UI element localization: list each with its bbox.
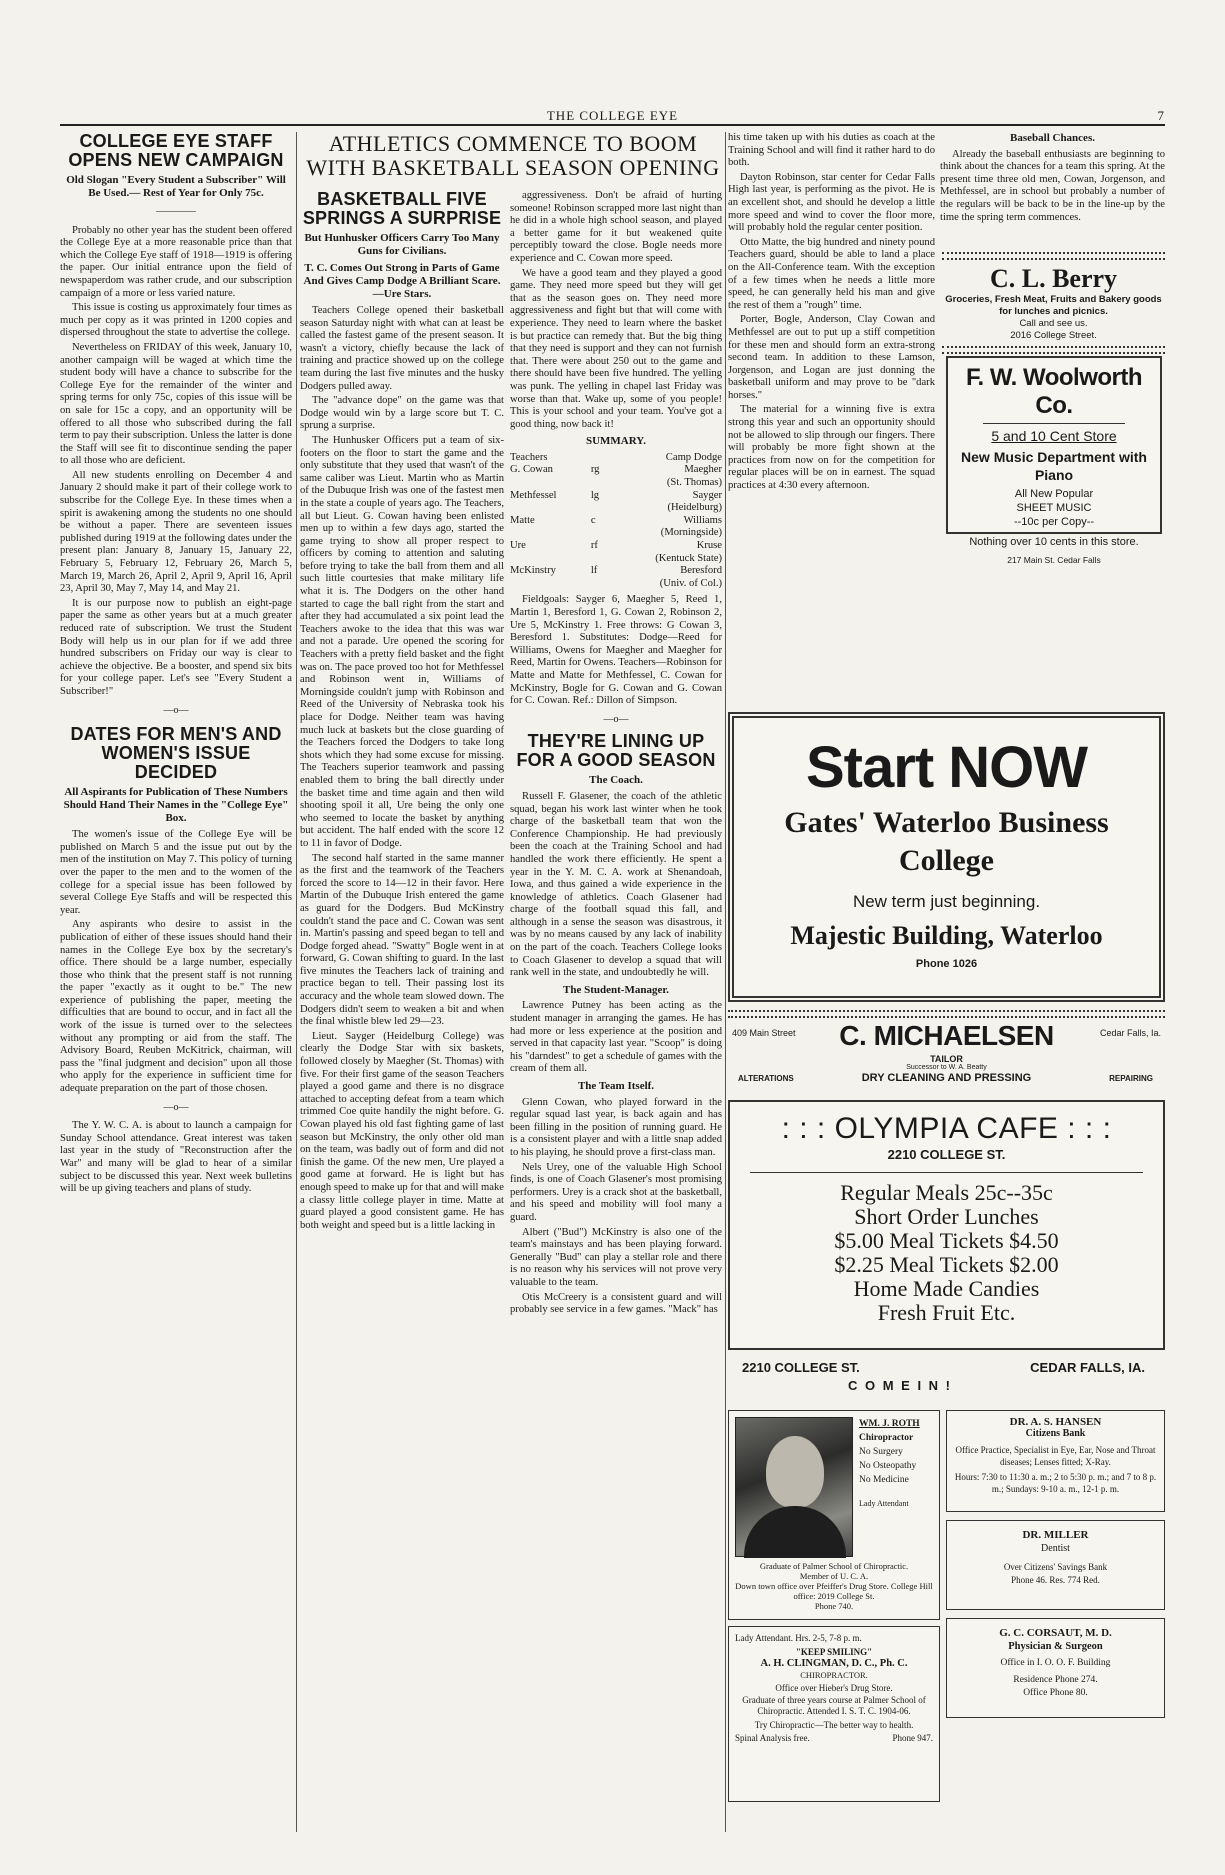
cell [510, 477, 591, 490]
cell: (Univ. of Col.) [659, 577, 722, 589]
cell [510, 553, 591, 566]
ad-miller-name: DR. MILLER [1022, 1529, 1089, 1541]
ad-woolworth-line: 5 and 10 Cent Store [991, 428, 1117, 444]
ad-olympia-line: Short Order Lunches [854, 1204, 1039, 1229]
ad-miller-line: Phone 46. Res. 774 Red. [1011, 1575, 1100, 1585]
ad-olympia-address: 2210 COLLEGE ST. [887, 1147, 1006, 1162]
paragraph: Fieldgoals: Sayger 6, Maegher 5, Reed 1, Martin 1, Beresford 1, G. Cowan 2, Robinson 2, Ure 5, McKinstry 1. Free throws: G Cowan 3, Beresford 1. Substitutes: Dodge—Reed for Williams, Owens for Maegher and Maegher for Reed, Martin for Owens. Teachers—Robinson for Matte and Matte for Methfessel, C. Cowan for McKinstry, Bogle for G. Cowan and G. Cowan for C. Cowan. Ref.: Dillon of Simpson. [510, 594, 722, 707]
table-row [510, 477, 722, 490]
ad-woolworth-line: All New Popular [1014, 488, 1094, 500]
ad-olympia-line: $5.00 Meal Tickets $4.50 [834, 1228, 1059, 1253]
ad-corsaut-name: G. C. CORSAUT, M. D. [999, 1627, 1112, 1639]
ad-woolworth-name: F. W. Woolworth Co. [965, 364, 1143, 419]
banner-headline [300, 132, 726, 180]
ad-miller-line: Over Citizens' Savings Bank [1003, 1562, 1108, 1572]
ad-michaelsen-repairing: REPAIRING [1109, 1074, 1153, 1083]
ad-michaelsen-city: Cedar Falls, Ia. [1099, 1028, 1161, 1038]
cell: (St. Thomas) [666, 477, 722, 489]
ad-roth-line: Down town office over Pfeiffer's Drug Store. College Hill office: 2019 College St. [735, 1581, 933, 1601]
cell [591, 452, 606, 465]
ad-clingman-title: CHIROPRACTOR. [800, 1669, 868, 1680]
ad-border [942, 252, 1165, 260]
cell: Williams [683, 514, 722, 526]
cell: Beresford [680, 565, 722, 577]
ad-roth-line: Member of U. C. A. [799, 1571, 869, 1581]
cell: Kruse [696, 540, 722, 552]
table-row [510, 565, 722, 578]
cell: Matte [510, 514, 535, 526]
paragraph: Dayton Robinson, star center for Cedar Falls High last year, is performing as the pivot. He is an excellent shot, and should he develop a little more speed and wind to cover the floor more, will probably hold the regular center position. [728, 171, 935, 234]
ad-michaelsen-address: 409 Main Street [732, 1028, 796, 1038]
ad-clingman-top: Lady Attendant. Hrs. 2-5, 7-8 p. m. [735, 1633, 862, 1643]
ad-michaelsen-services: DRY CLEANING AND PRESSING [861, 1072, 1032, 1084]
ad-olympia-line: Home Made Candies [853, 1276, 1040, 1301]
paragraph: Probably no other year has the student been offered the College Eye at a more reasonable price than that which the College Eye staff of 1918—1919 is offering the paper. Our initial entrance upon the field of newspaperdom was rather crude, and our subscription campaign of a more or less varied nature. [60, 224, 292, 299]
cell: rf [590, 540, 598, 552]
ad-clingman-line: Try Chiropractic—The better way to health. [754, 1719, 914, 1730]
table-row [510, 527, 722, 540]
ad-olympia-line: Regular Meals 25c--35c [840, 1180, 1053, 1205]
paragraph: The Hunhusker Officers put a team of six-footers on the floor to start the game and the only substitute that they used that wasn't of the same caliber was Lieut. Martin who as Martin of the Dubuque Irish was one of the fastest men in the state a couple of years ago. The Teachers, all but Lieut. G. Cowan having been enlisted men up to within a few days ago, started the game trying to show all proper respect to officers by coming to attention and saluting before trying to take the ball from them and all such little courtesies that make military life what it is. The Dodgers on the other hand started to cage the ball right from the start and after they had accumulated a six point lead the Teachers awoke to the idea that this was war and not a parade. Ure opened the scoring for Teachers with a pretty field basket and the fight was on. The pace proved too hot for Methfessel and Robinson went in, Williams of Morningside couldn't jump with Robinson and Reed of the University of Nebraska took his place for Dodge. Neither team was having much luck at baskets but the close guarding of the Teachers forced the Dodgers to take long shots which they had some excuse for missing. The Teachers superior teamwork and passing enabled them to bring the ball directly under the basket time and time again and then wild shooting spoil it all, Ure being the only one who seemed to locate the basket by anything but accident. The half ended with the score 12 to 11 in favor of Dodge. [300, 434, 504, 849]
paragraph: Teachers College opened their basketball season Saturday night with what can at least be called the fastest game of the present season. It wasn't a victory, chiefly because the lack of training and practice showed up on the college team during the last five minutes and the husky Dodgers pulled away. [300, 305, 504, 392]
ad-roth [728, 1410, 940, 1620]
ad-michaelsen-alterations: ALTERATIONS [738, 1074, 794, 1083]
ad-woolworth-line: Nothing over 10 cents in this store. [969, 536, 1139, 548]
ad-roth-title: Chiropractor [859, 1433, 914, 1443]
cell [591, 477, 606, 490]
ad-gates-line: New term just beginning. [852, 892, 1041, 911]
cell: Sayger [692, 489, 722, 501]
cell [510, 527, 591, 540]
headline-lining-up-2: FOR A GOOD SEASON [516, 750, 716, 771]
paragraph: The women's issue of the College Eye will be published on March 5 and the issue put out by the men of the institution on May 7. This policy of turning over the paper to the men and to the women of the college for a special issue has been followed by several College Eye Staffs and will be respected this year. [60, 829, 292, 916]
column-3 [510, 190, 722, 1830]
paragraph: his time taken up with his duties as coach at the Training School and will find it rather hard to do both. [728, 132, 935, 169]
paragraph: Lawrence Putney has been acting as the student manager in arranging the games. He has had more or less experience at the position and served in that capacity last year. "Scoop" is doing his "darndest" to get a schedule of games with the cream of them all. [510, 1000, 722, 1075]
ad-gates-line: Majestic Building, Waterloo [790, 921, 1103, 950]
ad-miller [946, 1520, 1165, 1610]
subhead-basketball-2: T. C. Comes Out Strong in Parts of Game And Gives Camp Dodge A Brilliant Scare.—Ure Stars. [303, 262, 501, 300]
ad-gates-name: Gates' Waterloo Business College [784, 806, 1109, 877]
ad-michaelsen [728, 1010, 1165, 1084]
ad-olympia [728, 1100, 1165, 1350]
cell: G. Cowan [510, 464, 553, 476]
table-row [510, 490, 722, 503]
portrait-photo [735, 1417, 853, 1557]
cell [510, 578, 591, 591]
ad-berry-name: C. L. Berry [989, 264, 1118, 293]
ad-michaelsen-name: C. MICHAELSEN [839, 1020, 1054, 1051]
paragraph: Otto Matte, the big hundred and ninety pound Teachers guard, should be able to land a place on the All-Conference team. With the exception of a few times when he needs a little more speed, he can generally held his man and give the rest of them a "rough" time. [728, 236, 935, 311]
headline-staff: COLLEGE EYE STAFF [79, 132, 273, 151]
cell [591, 553, 606, 566]
ad-corsaut-line: Office Phone 80. [1023, 1688, 1088, 1698]
ad-clingman-footer-right: Phone 947. [892, 1733, 933, 1743]
paragraph: The "advance dope" on the game was that Dodge would win by a large score but T. C. sprung a surprise. [300, 395, 504, 432]
cell: Maegher [684, 464, 722, 476]
headline-basketball: BASKETBALL FIVE [317, 190, 487, 209]
paragraph: Any aspirants who desire to assist in the publication of either of these issues should hand their names in the College Eye box by the secretary's office. There should be a large number, especially those who think that the present staff is not running the paper "exactly as it ought to be." The new experience of publishing the paper, meeting the difficulties that are bound to occur, and in fact all the work of the issue is turned over to the selectees without any prompting or aid from the staff. The Advisory Board, Reuben McKitrick, chairman, will pass the "final judgment and decision" upon all those who apply for the experience in sufficient time for adequate preparation on the part of those chosen. [60, 919, 292, 1095]
paragraph: Nevertheless on FRIDAY of this week, January 10, another campaign will be waged at which time the student body will have a chance to subscribe for the College Eye for the remainder of the winter and spring terms for only 75c, copies of this issue will be on sale for 15c a copy, and an opportunity will be offered to all those who subscribed during the fall term to pay their subscription. Unless the latter is done the Staff will see fit to discontinue sending the paper to all those who are deficient. [60, 341, 292, 467]
cell: McKinstry [510, 565, 556, 577]
headline-lining-up: THEY'RE LINING UP [527, 731, 705, 752]
divider: —o— [163, 1101, 189, 1113]
ad-clingman-slogan: "KEEP SMILING" [795, 1646, 873, 1657]
table-row [510, 553, 722, 566]
cell [591, 527, 606, 540]
ad-olympia-name: : : : OLYMPIA CAFE : : : [781, 1112, 1112, 1145]
banner-line-1: ATHLETICS COMMENCE TO BOOM [328, 131, 698, 156]
paragraph: Already the baseball enthusiasts are beginning to think about the chances for a team this spring. At the present time three old men, Cowan, Jorgenson, and Methfessel, are in school but probably a number of the regulars will be back to be in the line-up by the time the spring term commences. [940, 148, 1165, 223]
paragraph: Russell F. Glasener, the coach of the athletic squad, began his work last winter when he took charge of the basketball team that won the Conference Championship. He had previously been the coach at the Training School and had handled the work there efficiently. He spent a year in the Y. M. C. A. work at Shenandoah, Iowa, and thus gained a wide experience in the knowledge of athletics. Coach Glasener had charge of the football squad this fall, and although in a sense the season was disastrous, it was by no means caused by any lack of inability on the part of the coach. Teachers College looks to Coach Glasener to develop a squad that will rank well in the state, and undoubtedly he will. [510, 790, 722, 979]
ad-gates-phone: Phone 1026 [915, 958, 978, 970]
paragraph: We have a good team and they played a good game. They need more speed but they will get that as the season goes on. They need more aggressiveness and fight but that will come with experience. They need to learn where the basket is but practice can remedy that. But the big thing that they need is support and they can not furnish that. There were about 250 out to the game and there should have been five hundred. The yelling was punk. The yelling in chapel last Friday was worse than that. Wake up, some of you people! This is your school and your team. You've got a good thing, now back it! [510, 267, 722, 430]
ad-berry [942, 252, 1165, 354]
section-head-baseball: Baseball Chances. [1010, 132, 1095, 144]
table-row [510, 578, 722, 591]
newspaper-title: THE COLLEGE EYE [546, 108, 679, 123]
ad-clingman [728, 1626, 940, 1802]
ad-berry-line: Groceries, Fresh Meat, Fruits and Bakery goods for lunches and picnics. [945, 294, 1162, 317]
ad-hansen-line: Office Practice, Specialist in Eye, Ear, Nose and Throat diseases; Lenses fitted; X-Ray. [955, 1445, 1156, 1467]
ad-hansen-name: DR. A. S. HANSEN [1009, 1416, 1102, 1428]
ad-roth-phone: Phone 740. [814, 1601, 854, 1611]
ad-clingman-line: Graduate of three years course at Palmer School of Chiropractic. Attended I. S. T. C. 1904-06. [742, 1694, 926, 1716]
paragraph: Nels Urey, one of the valuable High School finds, is one of Coach Glasener's most promising performers. Urey is a crack shot at the basketball, and his speed and mobility will fool many a guard. [510, 1161, 722, 1223]
ad-roth-line: Graduate of Palmer School of Chiropractic. [759, 1561, 909, 1571]
ad-berry-line: Call and see us. [1019, 318, 1088, 329]
cell: Camp Dodge [665, 451, 722, 463]
ad-woolworth-line: New Music Department with Piano [961, 449, 1147, 483]
running-head [60, 108, 1165, 126]
ad-olympia-line: Fresh Fruit Etc. [877, 1300, 1016, 1325]
column-1 [60, 132, 292, 1832]
cell: (Heidelburg) [667, 502, 722, 514]
ad-hansen [946, 1410, 1165, 1512]
column-4 [728, 132, 935, 722]
ad-berry-address: 2016 College Street. [1010, 330, 1097, 341]
column-rule [725, 132, 726, 1832]
ad-border [942, 346, 1165, 354]
column-2 [300, 190, 504, 1830]
ad-miller-title: Dentist [1041, 1543, 1070, 1554]
paragraph: All new students enrolling on December 4 and January 2 should make it part of their college work to subscribe for the College Eye. In these times when a spirit is awakening among the students no one should be without a paper. There are seventeen issues published during 1919 at the following dates under the present plan: January 8, January 15, January 22, February 5, February 12, February 26, March 5, March 19, March 26, April 2, April 9, April 16, April 23, April 30, May 7, May 14, and May 21. [60, 469, 292, 595]
cell: c [590, 514, 596, 526]
paragraph: The material for a winning five is extra strong this year and such an opportunity should not be allowed to slip through our fingers. There will probably be more fight shown at the practices from now on for the competition for regular places will be on in earnest. The squad practices at 4:30 every afternoon. [728, 404, 935, 492]
divider: —o— [163, 704, 189, 716]
cell: rg [590, 464, 600, 476]
paragraph: Otis McCreery is a consistent guard and will probably see service in a few games. "Mack" has [510, 1291, 722, 1316]
cell [591, 578, 606, 591]
table-row [510, 464, 722, 477]
paragraph: Glenn Cowan, who played forward in the regular squad last year, is back again and has been filling in the position of running guard. He is a consistent player and with a little snap added to his playing, he should prove a first-class man. [510, 1096, 722, 1158]
ad-gates [728, 712, 1165, 1002]
ad-michaelsen-successor: Successor to W. A. Beatty [906, 1064, 987, 1071]
page-number: 7 [1157, 108, 1165, 123]
ad-border [728, 1010, 1165, 1018]
paragraph: It is our purpose now to publish an eight-page paper the same as other years but at a much greater reduced rate of subscription. We trust the Student Body will help us in our plan for if we add three hundred subscribers on Friday our way is clear to achieve the objective. Be a booster, and spend six bits for your college paper. Let's see "Every Student a Subscriber!" [60, 597, 292, 697]
cell: Methfessel [510, 489, 557, 501]
ad-roth-name: WM. J. ROTH [859, 1419, 920, 1429]
ad-clingman-line: Office over Hieber's Drug Store. [775, 1683, 893, 1693]
headline-basketball-2: SPRINGS A SURPRISE [302, 208, 502, 228]
divider: ———— [156, 206, 196, 217]
cell: Ure [510, 540, 526, 552]
summary-title: SUMMARY. [585, 435, 646, 448]
ad-woolworth-line: SHEET MUSIC [1016, 502, 1092, 514]
ad-gates-headline: Start NOW [806, 735, 1087, 800]
paragraph: This issue is costing us approximately four times as much per copy as it was printed in 1200 copies and dispersed throughout the state to advertise the college. [60, 302, 292, 339]
paragraph: Albert ("Bud") McKinstry is also one of the team's mainstays and has been playing forward. Generally "Bud" can play a stellar role and there is no reason why his services will not prove very valuable to the team. [510, 1226, 722, 1288]
cell: lf [590, 565, 598, 577]
cell: lg [590, 489, 600, 501]
cell: (Kentuck State) [655, 552, 722, 564]
box-score-table [510, 452, 722, 591]
ad-roth-line: Lady Attendant [859, 1499, 909, 1508]
ad-corsaut-title: Physician & Surgeon [1008, 1641, 1103, 1652]
paragraph: The Y. W. C. A. is about to launch a campaign for Sunday School attendance. Great interest was taken last year in the study of "Reconstruction after the War" and many will be glad to hear of a similar subject to be discussed this year. Next week bulletins will be up giving teachers and plans of study. [60, 1120, 292, 1195]
paragraph: The second half started in the same manner as the first and the teamwork of the Teachers forced the score to 14—12 in their favor. Here Martin of the Dubuque Irish entered the game as guard for the Dodgers. Bud McKinstry couldn't stand the pace and C. Cowan was sent in. Martin's passing and speed began to tell and Dodge forged ahead. "Swatty" Bogle went in at forward, G. Cowan shifting to guard. In the last five minutes the Teachers lack of training and practice began to tell. Their passing lost its accuracy and the whole team slowed down. The Dodgers didn't seem to weaken a bit and when the final whistle blew led 29—23. [300, 852, 504, 1028]
section-head-team: The Team Itself. [577, 1080, 655, 1092]
ad-corsaut-line: Office in I. O. O. F. Building [1000, 1658, 1111, 1668]
cell [510, 502, 591, 515]
cell: Teachers [510, 451, 548, 463]
ad-clingman-footer-left: Spinal Analysis free. [735, 1733, 810, 1743]
ad-michaelsen-title: TAILOR [930, 1054, 963, 1064]
ad-corsaut-line: Residence Phone 274. [1013, 1675, 1098, 1685]
cell: (Morningside) [660, 527, 722, 539]
headline-staff-2: OPENS NEW CAMPAIGN [68, 150, 284, 170]
paragraph: Lieut. Sayger (Heidelburg College) was clearly the Dodge Star with six baskets, followed closely by Maegher (St. Thomas) with five. For their first game of the season Teachers played a good game and there is no disgrace attached to accepting defeat from a team which trimmed Coe quite handily the night before. G. Cowan played his old fast fighting game of last season but McKinstry, the only other old man on the team, was badly out of form and did not finish the game. Of the new men, Ure played a good game at forward. He is light but has enough speed to make up for that and will make a classy little college player in time. Matte at guard played a good consistent game. He has both weight and speed but is a little lacking in [300, 1030, 504, 1231]
table-row [510, 540, 722, 553]
ad-corsaut [946, 1618, 1165, 1718]
subhead-dates: All Aspirants for Publication of These Numbers Should Hand Their Names in the "College Eye" Box. [63, 786, 289, 825]
ad-woolworth-address: 217 Main St. Cedar Falls [1007, 555, 1101, 565]
divider: —o— [603, 713, 629, 725]
table-row [510, 452, 722, 465]
headline-dates-2: WOMEN'S ISSUE DECIDED [101, 743, 251, 783]
banner-line-2: WITH BASKETBALL SEASON OPENING [306, 155, 720, 180]
cell [591, 502, 606, 515]
subhead-basketball: But Hunhusker Officers Carry Too Many Guns for Civilians. [304, 232, 500, 257]
table-row [510, 502, 722, 515]
ad-olympia-footer-left: 2210 COLLEGE ST. [742, 1360, 860, 1375]
ad-hansen-line: Hours: 7:30 to 11:30 a. m.; 2 to 5:30 p. m.; and 7 to 8 p. m.; Sundays: 9-10 a. m., 12-1 p. m. [954, 1472, 1157, 1494]
ad-woolworth [946, 356, 1162, 565]
ad-olympia-footer-center: C O M E I N ! [848, 1378, 952, 1393]
column-rule [296, 132, 297, 1832]
table-row [510, 515, 722, 528]
ad-hansen-sub: Citizens Bank [1025, 1428, 1086, 1439]
ad-olympia-line: $2.25 Meal Tickets $2.00 [834, 1252, 1059, 1277]
ad-olympia-footer-right: CEDAR FALLS, IA. [1030, 1360, 1145, 1375]
ad-roth-line: No Osteopathy [859, 1461, 917, 1471]
ad-woolworth-line: --10c per Copy-- [1013, 516, 1095, 528]
ad-roth-line: No Medicine [859, 1475, 909, 1485]
ad-roth-line: No Surgery [859, 1447, 903, 1457]
headline-dates: DATES FOR MEN'S AND [70, 724, 282, 745]
subhead-staff: Old Slogan "Every Student a Subscriber" Will Be Used.— Rest of Year for Only 75c. [66, 174, 286, 199]
column-5 [940, 132, 1165, 252]
paragraph: aggressiveness. Don't be afraid of hurting someone! Robinson scrapped more last night than he did in a whole high school season, and played a better game for it but weakened quite perceptibly toward the close. Bogle needs more experience and C. Cowan more speed. [510, 190, 722, 264]
ad-clingman-name: A. H. CLINGMAN, D. C., Ph. C. [760, 1658, 908, 1669]
ad-olympia-footer [728, 1356, 1165, 1400]
section-head-coach: The Coach. [589, 774, 643, 787]
section-head-manager: The Student-Manager. [563, 983, 669, 996]
paragraph: Porter, Bogle, Anderson, Clay Cowan and Methfessel are out to put up a stiff competition for these men and should form an extra-strong second team. In addition to these Lamson, Jorgenson, and Logan are just donning the basketball uniform and may prove to be "dark horses." [728, 314, 935, 401]
